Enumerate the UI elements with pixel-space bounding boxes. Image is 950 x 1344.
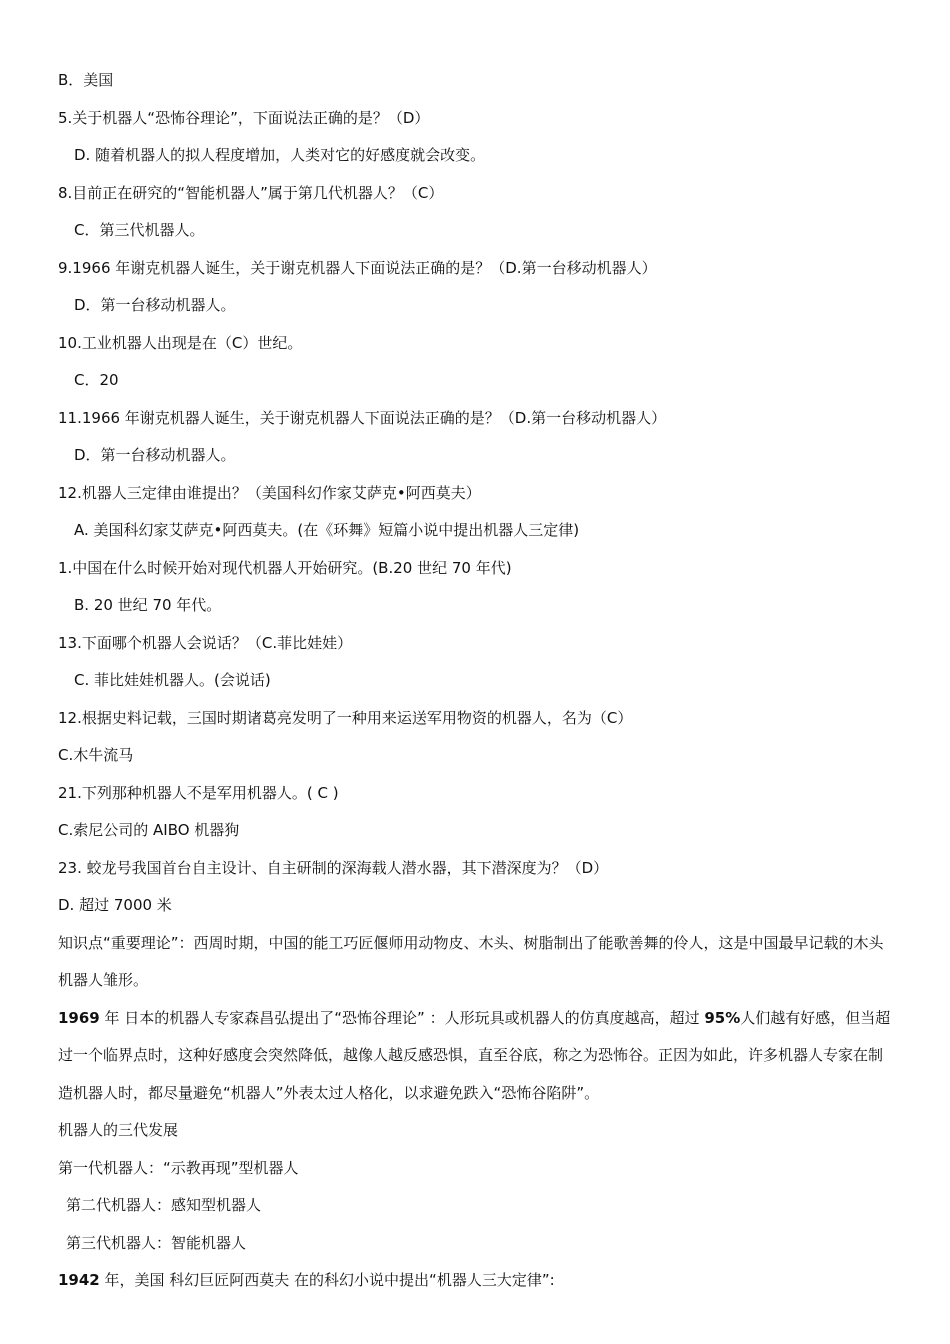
question-line: 21.下列那种机器人不是军用机器人。( C ) <box>58 783 339 802</box>
answer-line: D. 随着机器人的拟人程度增加，人类对它的好感度就会改变。 <box>74 146 486 164</box>
answer-line: C.木牛流马 <box>58 746 134 764</box>
generation-3: 第三代机器人：智能机器人 <box>66 1233 247 1252</box>
percent-95: 95% <box>704 1008 741 1027</box>
question-line: 23. 蛟龙号我国首台自主设计、自主研制的深海载人潜水器，其下潜深度为？（D） <box>58 858 609 877</box>
question-line: 5.关于机器人“恐怖谷理论”，下面说法正确的是？（D） <box>58 108 430 127</box>
knowledge-paragraph: 知识点“重要理论”：西周时期，中国的能工巧匠偃师用动物皮、木头、树脂制出了能歌善舞的伶人，这是中国最早记载的木头机器人雏形。 <box>58 933 884 989</box>
year-1942: 1942 <box>58 1271 100 1289</box>
answer-line: D．第一台移动机器人。 <box>74 296 236 314</box>
generation-2: 第二代机器人：感知型机器人 <box>66 1196 262 1214</box>
answer-line: D．第一台移动机器人。 <box>74 446 236 464</box>
generation-1: 第一代机器人：“示教再现”型机器人 <box>58 1158 299 1177</box>
answer-line: C.索尼公司的 AIBO 机器狗 <box>58 821 240 839</box>
question-line: 10.工业机器人出现是在（C）世纪。 <box>58 333 303 352</box>
answer-line: B. 20 世纪 70 年代。 <box>74 596 222 614</box>
document-page <box>58 62 894 1300</box>
answer-line: C. 菲比娃娃机器人。(会说话) <box>74 671 271 689</box>
uncanny-text-part2: 人们越有好感，但当超过一个临界点时，这种好感度会突然降低，越像人越反感恐惧，直至谷底，称之为恐怖谷。正因为如此，许多机器人专家在制造机器人时，都尽量避免“机器人”外表太过人格化，以求避免跌入“恐怖谷陷阱”。 <box>58 1008 891 1102</box>
year-1969: 1969 <box>58 1008 100 1027</box>
text-line: B．美国 <box>58 71 114 89</box>
section-title: 机器人的三代发展 <box>58 1121 179 1139</box>
answer-line: D. 超过 7000 米 <box>58 896 172 914</box>
uncanny-valley-paragraph <box>58 1000 894 1113</box>
answer-line: A. 美国科幻家艾萨克•阿西莫夫。(在《环舞》短篇小说中提出机器人三定律) <box>74 521 580 539</box>
answer-line: C．第三代机器人。 <box>74 221 205 239</box>
three-laws-line <box>58 1262 894 1300</box>
question-line: 8.目前正在研究的“智能机器人”属于第几代机器人？（C） <box>58 183 444 202</box>
question-line: 9.1966 年谢克机器人诞生，关于谢克机器人下面说法正确的是？（D.第一台移动机器人） <box>58 258 657 277</box>
three-laws-text: 年，美国 科幻巨匠阿西莫夫 在的科幻小说中提出“机器人三大定律”: <box>99 1271 555 1289</box>
question-line: 1.中国在什么时候开始对现代机器人开始研究。(B.20 世纪 70 年代) <box>58 558 512 577</box>
uncanny-text-part1: 年 日本的机器人专家森昌弘提出了“恐怖谷理论” ：人形玩具或机器人的仿真度越高，超过 <box>99 1008 705 1027</box>
answer-line: C．20 <box>74 371 119 389</box>
question-line: 12.机器人三定律由谁提出？（美国科幻作家艾萨克•阿西莫夫） <box>58 483 481 502</box>
question-line: 13.下面哪个机器人会说话？（C.菲比娃娃） <box>58 633 353 652</box>
question-line: 11.1966 年谢克机器人诞生，关于谢克机器人下面说法正确的是？（D.第一台移动机器人） <box>58 408 667 427</box>
question-line: 12.根据史料记载，三国时期诸葛亮发明了一种用来运送军用物资的机器人，名为（C） <box>58 708 633 727</box>
